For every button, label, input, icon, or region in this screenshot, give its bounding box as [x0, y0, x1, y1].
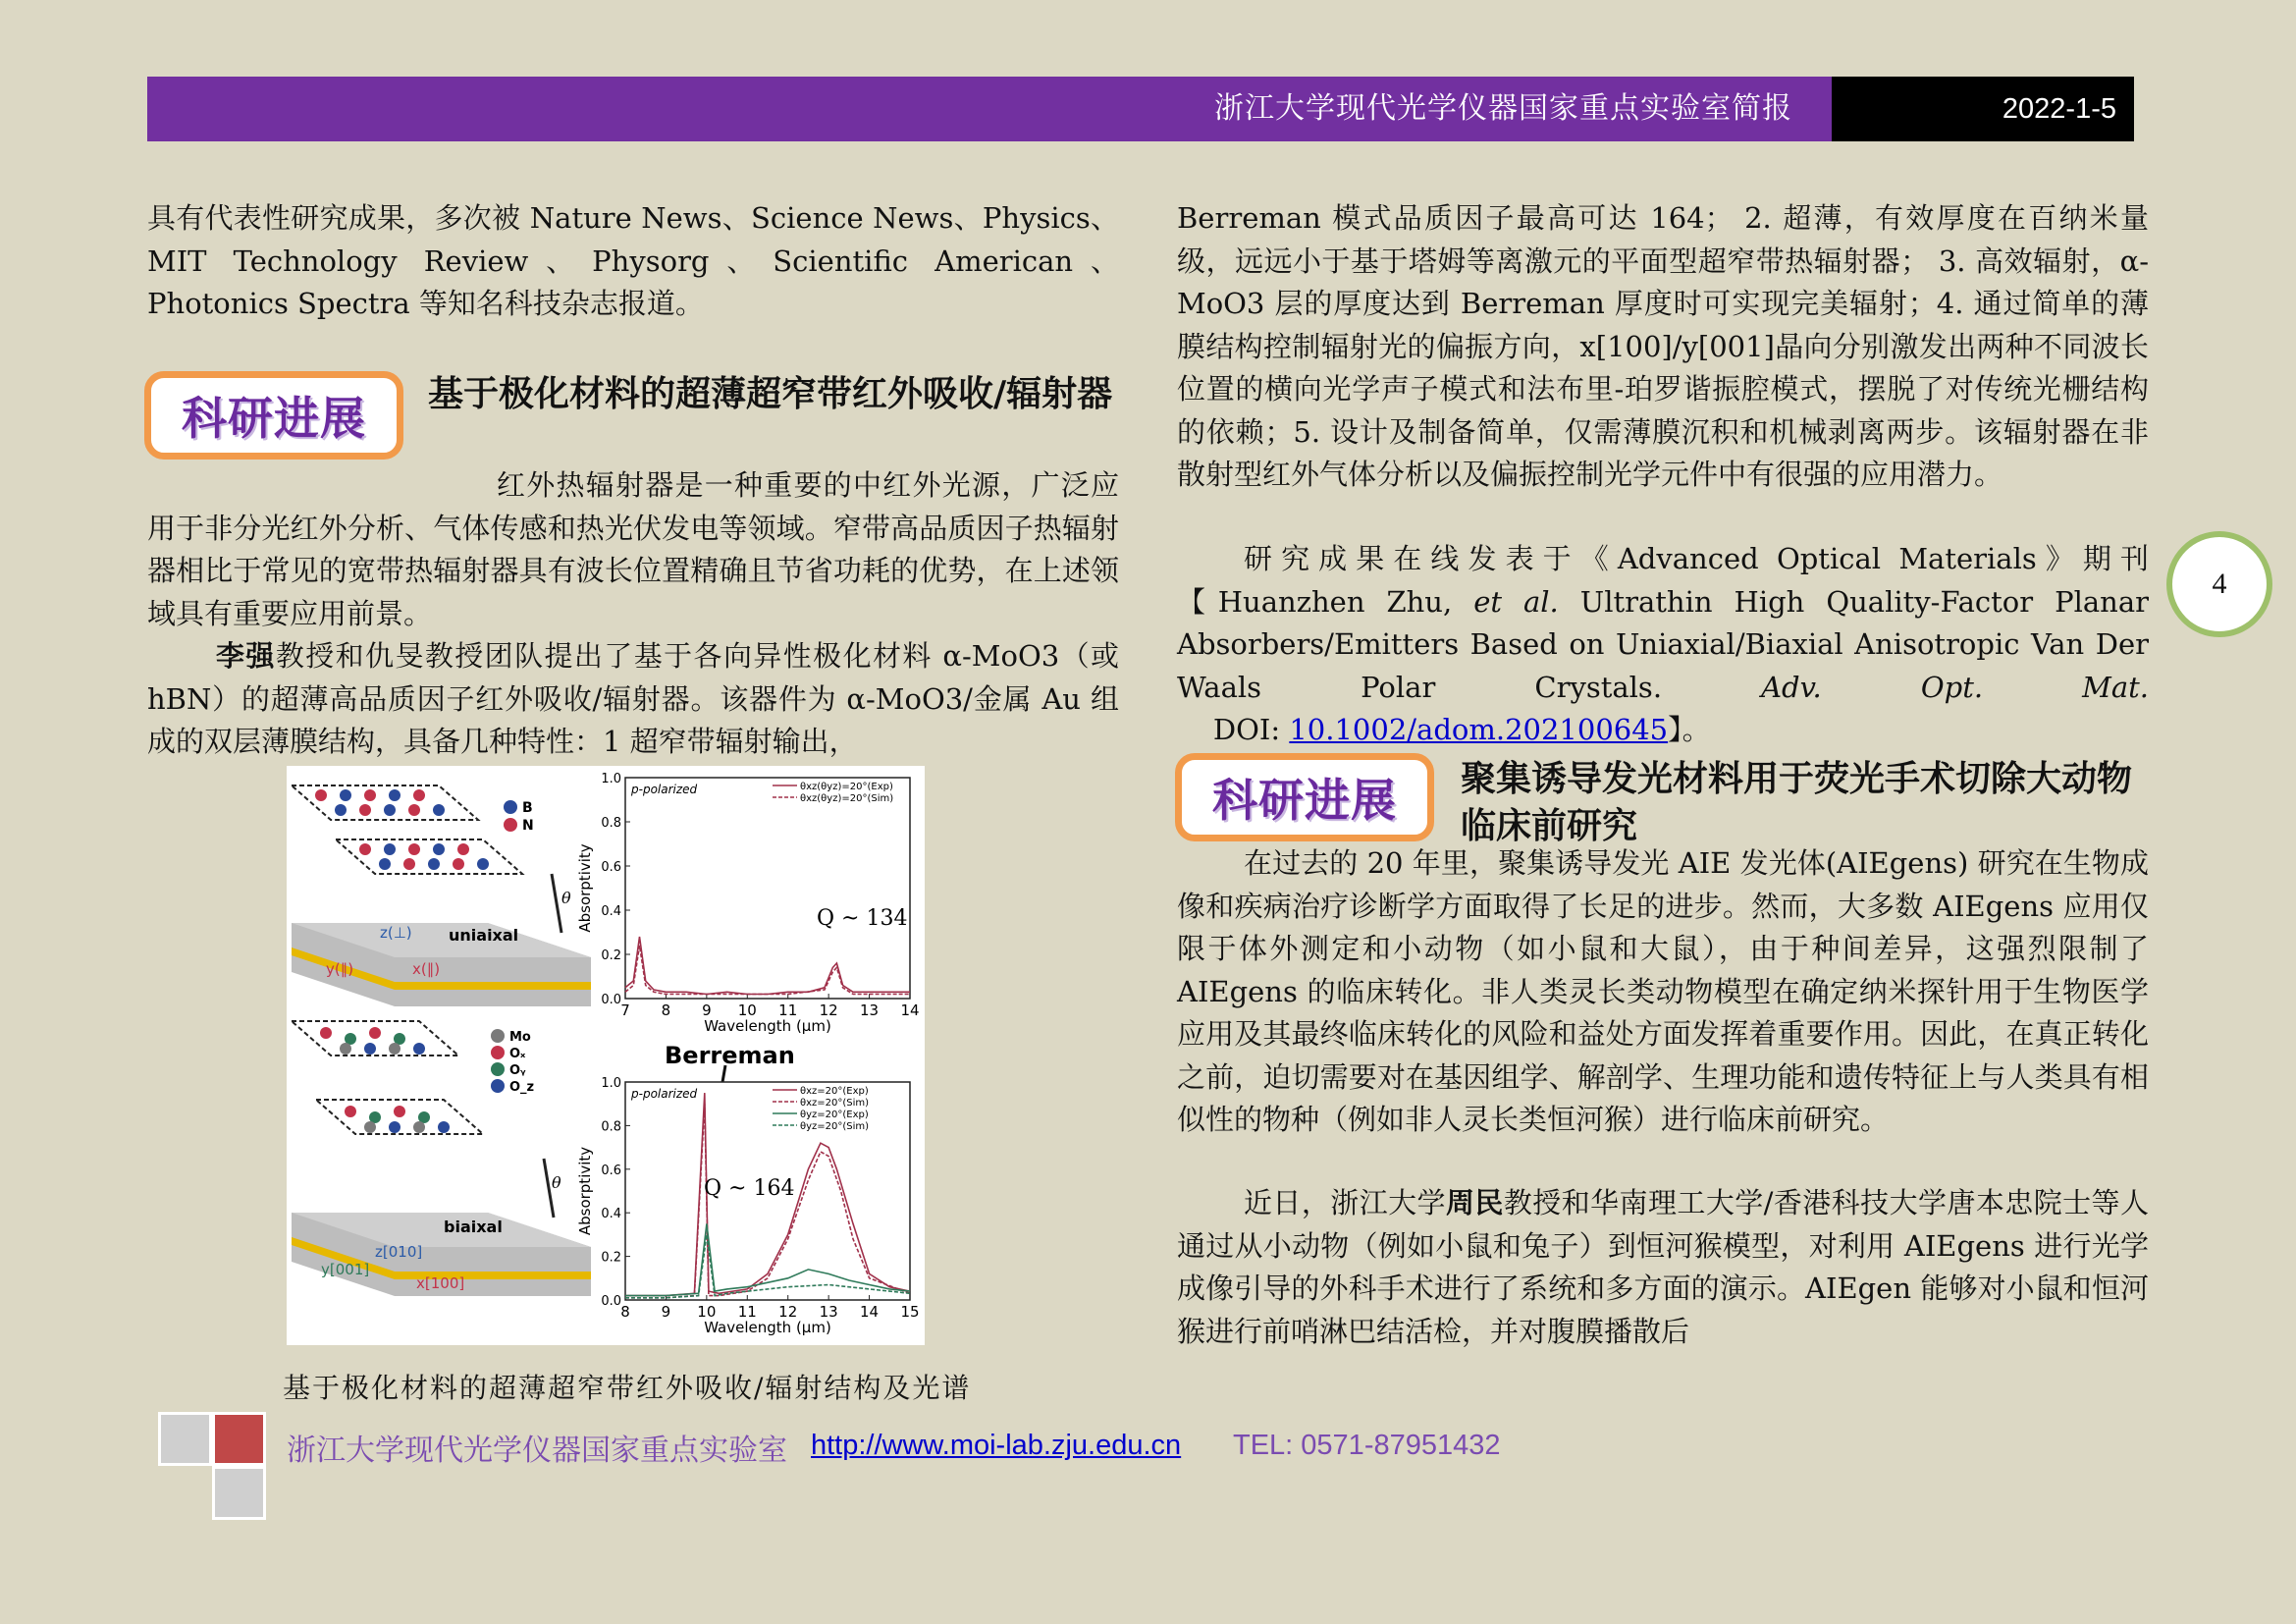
atoms-top: [315, 789, 489, 870]
publication-end: 】。: [1668, 713, 1711, 746]
y-tick-label: 1.0: [601, 772, 621, 786]
right-paragraph-2: [1177, 1182, 2149, 1353]
x-tick-label: 14: [860, 1303, 880, 1321]
theta-label-bottom: θ: [552, 1173, 561, 1192]
legend-top-2: N: [522, 818, 534, 834]
intro-paragraph: 具有代表性研究成果，多次被 Nature News、Science News、Physics、MIT Technology Review、Physorg、Scientific American、Photonics Spectra 等知名科技杂志报道。: [147, 201, 1119, 320]
x-axis-label: Wavelength (μm): [704, 1319, 831, 1336]
publication-prefix: 研究成果在线发表于《Advanced Optical Materials》期刊【Huanzhen Zhu,: [1177, 542, 2149, 619]
publication-title: Ultrathin High Quality-Factor Planar Absorbers/Emitters Based on Uniaxial/Biaxial Anisotropic Van Der Waals Polar Crystals.: [1177, 584, 2150, 704]
x-tick-label: 8: [661, 1001, 671, 1019]
y-axis-label: Absorptivity: [576, 843, 594, 933]
left-paragraph-2-text: 教授和仇旻教授团队提出了基于各向异性极化材料 α-MoO3（或 hBN）的超薄高品质因子红外吸收/辐射器。该器件为 α-MoO3/金属 Au 组成的双层薄膜结构，具备几种特性：1 超窄带辐射输出，: [147, 639, 1119, 758]
x-tick-label: 13: [819, 1303, 838, 1321]
top-material-label: uniaixal: [449, 926, 519, 945]
newsletter-title: 浙江大学现代光学仪器国家重点实验室简报: [1214, 91, 1792, 126]
doi-label: DOI:: [1177, 713, 1290, 746]
bottom-material-label: biaixal: [444, 1218, 503, 1236]
x-tick-label: 14: [900, 1001, 920, 1019]
legend-bottom-3: Oᵧ: [509, 1063, 526, 1078]
legend-bottom-1: Mo: [509, 1030, 531, 1045]
badge-label-right: 科研进展: [1212, 774, 1397, 827]
research-figure: [287, 766, 925, 1345]
x-tick-label: 15: [900, 1303, 920, 1321]
plot-frame: [625, 778, 910, 999]
left-paragraph-2: [147, 635, 1119, 764]
right-paragraph-top: Berreman 模式品质因子最高可达 164； 2. 超薄，有效厚度在百纳米量级，远远小于基于塔姆等离激元的平面型超窄带热辐射器； 3. 高效辐射，α-MoO3 层的厚度达到 Berreman 厚度时可实现完美辐射；4. 通过简单的薄膜结构控制辐射光的偏振方向，x[100]/y[001]晶向分别激发出两种不同波长位置的横向光学声子模式和法布里-珀罗谐振腔模式，摆脱了对传统光栅结构的依赖；5. 设计及制备简单，仅需薄膜沉积和机械剥离两步。该辐射器在非散射型红外气体分析以及偏振控制光学元件中有很强的应用潜力。: [1177, 201, 2149, 491]
legend-entry: θxz=20°(Sim): [800, 1098, 870, 1109]
publication-journal: Adv. Opt. Mat.: [1761, 670, 2149, 704]
y-tick-label: 0.6: [601, 1163, 621, 1178]
legend-entry: θxz=20°(Exp): [800, 1086, 869, 1097]
axis-y-bottom: y[001]: [321, 1261, 370, 1278]
footer-url-link[interactable]: http://www.moi-lab.zju.edu.cn: [811, 1430, 1182, 1461]
y-tick-label: 1.0: [601, 1076, 621, 1091]
y-tick-label: 0.2: [601, 1250, 621, 1266]
y-tick-label: 0.4: [601, 1207, 621, 1222]
footer-lab-name: 浙江大学现代光学仪器国家重点实验室: [287, 1434, 787, 1468]
berreman-label: Berreman: [665, 1042, 795, 1069]
q-factor-annotation: Q ~ 164: [704, 1176, 795, 1201]
figure-svg: [287, 766, 925, 1345]
axis-x-top: x(∥): [412, 960, 441, 978]
y-axis-label: Absorptivity: [576, 1146, 594, 1236]
legend-bottom-2: Oₓ: [509, 1047, 526, 1061]
author-name: 李强: [216, 639, 276, 673]
legend-entry: θxz(θyz)=20°(Sim): [800, 793, 894, 804]
x-axis-label: Wavelength (μm): [704, 1017, 831, 1035]
badge-label: 科研进展: [182, 392, 366, 445]
x-tick-label: 10: [737, 1001, 757, 1019]
y-tick-label: 0.4: [601, 904, 621, 919]
author-name-right: 周民: [1445, 1186, 1504, 1219]
polarization-label: p-polarized: [631, 783, 698, 796]
x-tick-label: 12: [819, 1001, 838, 1019]
legend-entry: θxz(θyz)=20°(Exp): [800, 782, 893, 792]
x-tick-label: 12: [778, 1303, 798, 1321]
axis-y-top: y(∥): [326, 960, 354, 978]
y-tick-label: 0.0: [601, 993, 621, 1007]
footer-square-red: [212, 1412, 266, 1466]
x-tick-label: 11: [737, 1303, 757, 1321]
legend-entry: θyz=20°(Sim): [800, 1121, 870, 1132]
right-paragraph-2-pre: 近日，浙江大学: [1244, 1186, 1446, 1219]
publication-paragraph: [1177, 538, 2149, 752]
y-tick-label: 0.8: [601, 816, 621, 831]
page-number: 4: [2166, 531, 2272, 637]
left-paragraph-1: 红外热辐射器是一种重要的中红外光源，广泛应用于非分光红外分析、气体传感和热光伏发电等领域。窄带高品质因子热辐射器相比于常见的宽带热辐射器具有波长位置精确且节省功耗的优势，在上述领域具有重要应用前景。: [147, 468, 1119, 630]
atoms-bottom: [320, 1027, 450, 1133]
section-badge-right: [1175, 753, 1434, 841]
issue-date: 2022-1-5: [2002, 93, 2116, 125]
right-paragraph-1: 在过去的 20 年里，聚集诱导发光 AIE 发光体(AIEgens) 研究在生物成像和疾病治疗诊断学方面取得了长足的进步。然而，大多数 AIEgens 应用仅限于体外测定和小动物（如小鼠和大鼠），由于种间差异，这强烈限制了 AIEgens 的临床转化。非人类灵长类动物模型在确定纳米探针用于生物医学应用及其最终临床转化的风险和益处方面发挥着重要作用。因此，在真正转化之前，迫切需要对在基因组学、解剖学、生理功能和遗传特征上与人类具有相似性的物种（例如非人灵长类恒河猴）进行临床前研究。: [1177, 846, 2149, 1136]
x-tick-label: 10: [697, 1303, 717, 1321]
legend-top-1: B: [522, 800, 533, 816]
x-tick-label: 9: [661, 1303, 671, 1321]
right-paragraph-2-text: 教授和华南理工大学/香港科技大学唐本忠院士等人通过从小动物（例如小鼠和兔子）到恒河猴模型，对利用 AIEgens 进行光学成像引导的外科手术进行了系统和多方面的演示。AIEgen 能够对小鼠和恒河猴进行前哨淋巴结活检，并对腹膜播散后: [1177, 1186, 2149, 1348]
section-title-right: 聚集诱导发光材料用于荧光手术切除大动物临床前研究: [1461, 759, 2133, 846]
bottom-schematic: [292, 1021, 591, 1296]
x-tick-label: 9: [702, 1001, 712, 1019]
axis-x-bottom: x[100]: [416, 1274, 465, 1292]
q-factor-annotation: Q ~ 134: [817, 906, 908, 931]
legend-bottom-4: O_z: [509, 1080, 535, 1095]
x-tick-label: 8: [620, 1303, 630, 1321]
footer-square-gray-1: [158, 1412, 212, 1466]
top-schematic: [292, 785, 591, 1006]
footer-tel: TEL: 0571-87951432: [1233, 1430, 1501, 1461]
polarization-label: p-polarized: [631, 1087, 698, 1101]
y-tick-label: 0.6: [601, 860, 621, 875]
figure-caption: 基于极化材料的超薄超窄带红外吸收/辐射结构及光谱: [283, 1372, 972, 1404]
theta-label-top: θ: [561, 889, 571, 907]
section-badge-left: [144, 371, 403, 460]
footer-square-gray-2: [212, 1466, 266, 1520]
publication-etal: et al.: [1473, 584, 1559, 619]
legend-entry: θyz=20°(Exp): [800, 1110, 869, 1120]
y-tick-label: 0.8: [601, 1119, 621, 1135]
plot-top: [576, 772, 920, 1035]
section-title-left: 基于极化材料的超薄超窄带红外吸收/辐射器: [428, 374, 1113, 414]
doi-link[interactable]: 10.1002/adom.202100645: [1289, 713, 1669, 746]
x-tick-label: 11: [778, 1001, 798, 1019]
x-tick-label: 13: [860, 1001, 880, 1019]
axis-z-top: z(⊥): [380, 924, 412, 942]
plot-bottom: [576, 1076, 920, 1336]
x-tick-label: 7: [620, 1001, 630, 1019]
y-tick-label: 0.2: [601, 948, 621, 963]
incidence-ray-top: [552, 874, 561, 933]
axis-z-bottom: z[010]: [375, 1243, 423, 1261]
y-tick-label: 0.0: [601, 1294, 621, 1309]
